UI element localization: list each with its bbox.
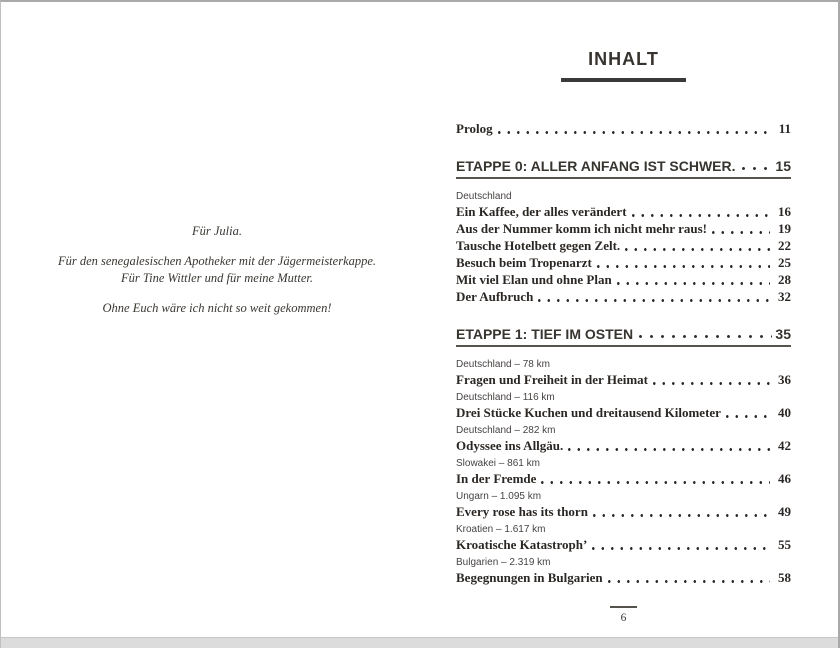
toc-section-heading-title: ETAPPE 1: TIEF IM OSTEN [456, 326, 634, 342]
toc-entry-row [456, 371, 791, 388]
dedication-line: Für Tine Wittler und für meine Mutter. [120, 271, 313, 285]
toc-entry-title: Ein Kaffee, der alles verändert [456, 204, 627, 219]
toc-entry-title: Aus der Nummer komm ich nicht mehr raus! [456, 221, 707, 236]
page-bottom-edge [1, 637, 838, 648]
toc-entry [456, 288, 791, 305]
toc-entry-title: Der Aufbruch [456, 289, 534, 304]
toc-entry-title: Every rose has its thorn [456, 504, 588, 519]
dot-leader [593, 514, 770, 517]
dot-leader [498, 131, 771, 134]
toc-entry-title: Drei Stücke Kuchen und dreitausend Kilometer [456, 405, 721, 420]
toc-entry [456, 237, 791, 254]
toc-entry [456, 458, 791, 487]
dot-leader [617, 282, 770, 285]
toc-entry-title: Mit viel Elan und ohne Plan [456, 272, 612, 287]
dot-leader [608, 580, 770, 583]
title-rule [561, 78, 686, 82]
toc-entry-label: Deutschland – 78 km [456, 359, 550, 370]
dot-leader [592, 547, 770, 550]
toc-section-heading-page: 15 [775, 158, 791, 174]
toc-entry-label: Ungarn – 1.095 km [456, 491, 542, 502]
toc-entry-page: 46 [778, 471, 791, 486]
toc-entry-row [456, 271, 791, 288]
toc-entry-label: Deutschland – 116 km [456, 392, 555, 403]
toc-entry-title: Odyssee ins Allgäu. [456, 438, 564, 453]
toc-section-entries [456, 359, 791, 586]
toc-entry-row [456, 503, 791, 520]
toc-prolog-title: Prolog [456, 121, 493, 136]
toc-entry [456, 425, 791, 454]
dedication-line: Für den senegalesischen Apotheker mit der Jägermeisterkappe. [57, 254, 377, 268]
toc-entry-row [456, 254, 791, 271]
toc-entry-page: 42 [778, 438, 791, 453]
toc-entry-row [456, 437, 791, 454]
toc-section-heading-title: ETAPPE 0: ALLER ANFANG IST SCHWER. [456, 158, 736, 174]
toc-section-entries [456, 191, 791, 305]
toc-entry-page: 22 [778, 238, 791, 253]
toc-entry-row [456, 220, 791, 237]
toc-entry-title: Besuch beim Tropenarzt [456, 255, 592, 270]
toc-entry-row [456, 203, 791, 220]
toc-entry-title: Tausche Hotelbett gegen Zelt. [456, 238, 621, 253]
toc-entry [456, 271, 791, 288]
dot-leader [632, 214, 770, 217]
folio-rule [610, 606, 637, 608]
toc-entry-label: Deutschland [456, 191, 512, 202]
toc-entry-title: In der Fremde [456, 471, 537, 486]
toc-entry-row [456, 404, 791, 421]
toc-entry-label: Kroatien – 1.617 km [456, 524, 546, 535]
dedication-line: Ohne Euch wäre ich nicht so weit gekommen! [102, 301, 332, 315]
toc-entry-page: 40 [778, 405, 791, 420]
dedication [1, 223, 433, 317]
toc-prolog-row [456, 120, 791, 137]
toc-entry [456, 220, 791, 237]
page-number: 6 [620, 611, 627, 624]
dot-leader [597, 265, 770, 268]
toc-entry-page: 36 [778, 372, 791, 387]
toc-entry-title: Fragen und Freiheit in der Heimat [456, 372, 648, 387]
toc-list [456, 120, 791, 586]
folio [456, 606, 791, 624]
dot-leader [726, 415, 770, 418]
toc-entry-page: 25 [778, 255, 791, 270]
toc-entry-row [456, 569, 791, 586]
dot-leader [568, 448, 770, 451]
toc-entry-row [456, 470, 791, 487]
toc-entry-row [456, 288, 791, 305]
dot-leader [742, 167, 773, 170]
toc-page [456, 2, 791, 624]
toc-entry-row [456, 237, 791, 254]
toc-entry-page: 58 [778, 570, 791, 585]
toc-section-heading-row [456, 158, 791, 179]
toc-entry-page: 32 [778, 289, 791, 304]
toc-entry-label: Bulgarien – 2.319 km [456, 557, 551, 568]
dot-leader [538, 299, 770, 302]
dot-leader [541, 481, 770, 484]
toc-entry-row [456, 536, 791, 553]
toc-header [456, 48, 791, 82]
toc-entry-page: 28 [778, 272, 791, 287]
toc-entry [456, 392, 791, 421]
page-title: INHALT [588, 49, 659, 69]
toc-entry [456, 557, 791, 586]
toc-section-heading-row [456, 326, 791, 347]
toc-entry-label: Slowakei – 861 km [456, 458, 540, 469]
dot-leader [653, 382, 770, 385]
toc-entry-label: Deutschland – 282 km [456, 425, 556, 436]
dot-leader [639, 335, 772, 338]
toc-entry-title: Begegnungen in Bulgarien [456, 570, 603, 585]
toc-entry-page: 55 [778, 537, 791, 552]
toc-entry-title: Kroatische Katastroph’ [456, 537, 588, 552]
toc-entry [456, 191, 791, 220]
toc-entry [456, 359, 791, 388]
toc-entry [456, 524, 791, 553]
toc-entry-page: 49 [778, 504, 791, 519]
dot-leader [625, 248, 770, 251]
toc-entry-page: 16 [778, 204, 791, 219]
dedication-page [1, 2, 433, 317]
toc-prolog-page: 11 [778, 121, 791, 136]
toc-entry [456, 491, 791, 520]
toc-entry-page: 19 [778, 221, 791, 236]
toc-entry [456, 254, 791, 271]
toc-section-heading-page: 35 [775, 326, 791, 342]
dedication-line: Für Julia. [192, 224, 242, 238]
dot-leader [712, 231, 770, 234]
